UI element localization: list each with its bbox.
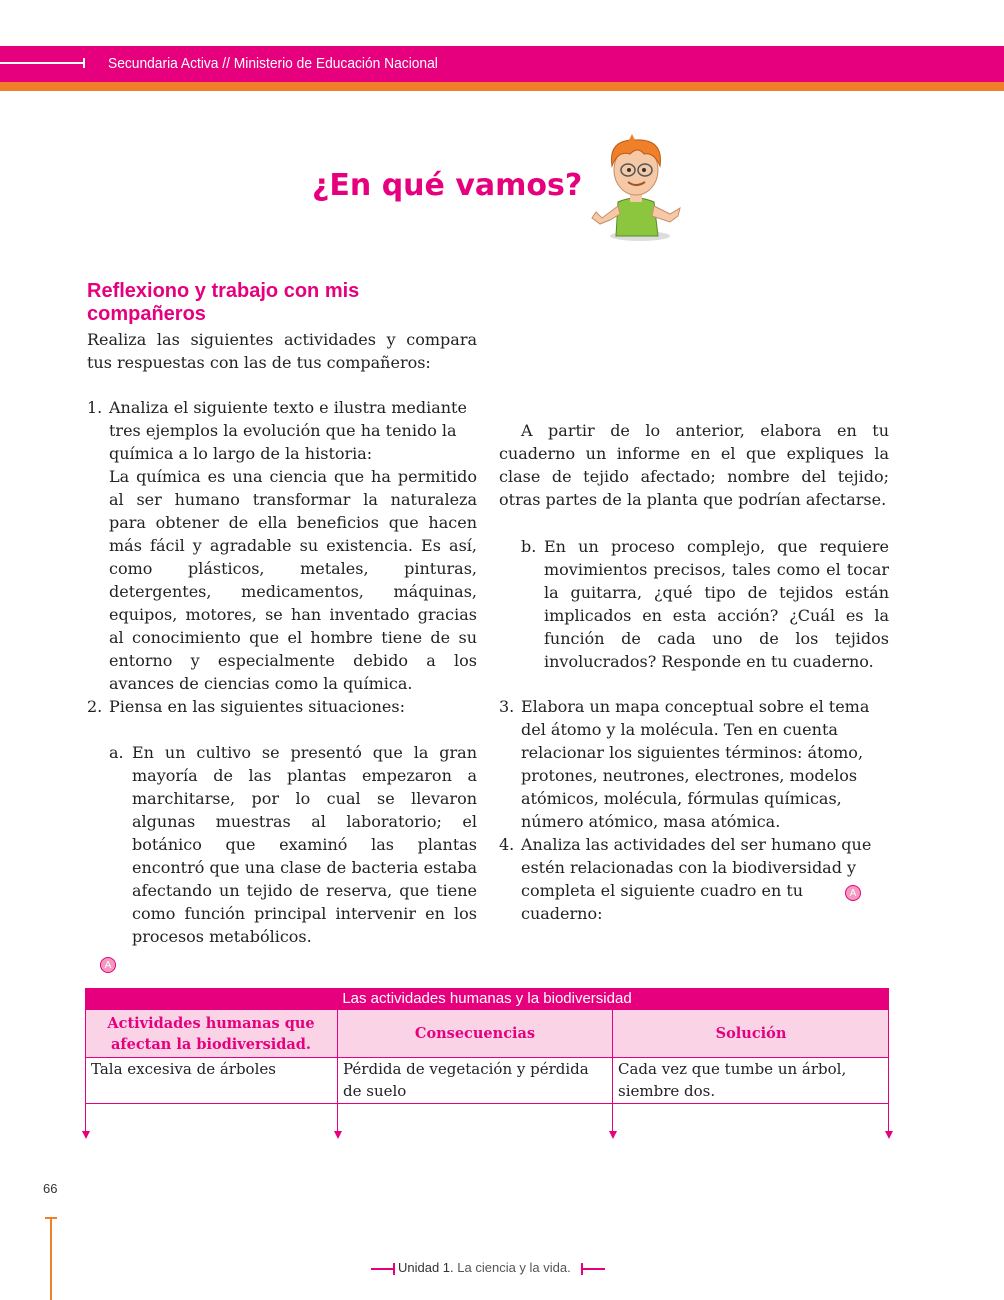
item-2a-followup: A partir de lo anterior, elabora en tu cuaderno un informe en el que expliques la clase de tejido afectado; nombre del tejido; otras partes de la planta que podrían afectarse. xyxy=(499,421,889,509)
table-divider-2 xyxy=(612,1010,613,1132)
table-cell-activity: Tala excesiva de árboles xyxy=(91,1060,276,1078)
table-header-rule xyxy=(85,1057,889,1058)
section-heading: Reflexiono y trabajo con mis compañeros xyxy=(87,280,360,325)
item-4-text: Analiza las actividades del ser humano que estén relacionadas con la biodiversidad y completa el siguiente cuadro en tu cuaderno: xyxy=(521,835,872,923)
table-row-rule xyxy=(85,1103,889,1104)
header-rule xyxy=(0,62,84,64)
item-2a-text: En un cultivo se presentó que la gran mayoría de las plantas empezaron a marchitarse, por lo cual se llevaron algunas muestras al laboratorio; el botánico que examinó las plantas encontró que una clase de bacteria estaba afectando un tejido de reserva, que tiene como función principal intervenir en los procesos metabólicos. xyxy=(132,743,477,946)
footer-unit-title: La ciencia y la vida. xyxy=(457,1260,571,1275)
page-title: ¿En qué vamos? xyxy=(312,168,583,203)
footer-unit-label xyxy=(398,1260,571,1275)
footer-rule-right-cap xyxy=(581,1263,583,1275)
item-3-number: 3. xyxy=(499,697,515,716)
table-cell-consequence: Pérdida de vegetación y pérdida de suelo xyxy=(343,1060,589,1100)
item-4-number: 4. xyxy=(499,835,515,854)
table-header-activities: Actividades humanas que afectan la biodiversidad. xyxy=(85,1010,337,1057)
table-border-left xyxy=(85,988,86,1132)
footer-rule-left-cap xyxy=(393,1263,395,1275)
table-title: Las actividades humanas y la biodiversidad xyxy=(85,988,889,1010)
item-2a-label: a. xyxy=(109,743,124,762)
intro-text: Realiza las siguientes actividades y compara tus respuestas con las de tus compañeros: xyxy=(87,330,477,372)
arrow-down-icon xyxy=(82,1131,90,1139)
item-3-text: Elabora un mapa conceptual sobre el tema del átomo y la molécula. Ten en cuenta relacionar los siguientes términos: átomo, protones, neutrones, electrones, modelos atómicos, molécula, fórmulas químicas, número atómico, masa atómica. xyxy=(521,697,870,831)
table-header-consequences: Consecuencias xyxy=(338,1010,612,1057)
table-divider-1 xyxy=(337,1010,338,1132)
header-rule-cap xyxy=(83,58,85,68)
item-2b-text: En un proceso complejo, que requiere movimientos precisos, tales como el tocar la guitarra, ¿qué tipo de tejidos están implicados en esta acción? ¿Cuál es la función de cada uno de los tejidos involucrados? Responde en tu cuaderno. xyxy=(544,537,889,671)
arrow-down-icon xyxy=(609,1131,617,1139)
table-header-solution: Solución xyxy=(613,1010,889,1057)
item-1-text: Analiza el siguiente texto e ilustra mediante tres ejemplos la evolución que ha tenido la química a lo largo de la historia: xyxy=(109,398,467,463)
item-1-number: 1. xyxy=(87,398,103,417)
table-marker-a: A xyxy=(100,957,116,973)
footer-vertical-rule xyxy=(50,1218,52,1300)
page-number: 66 xyxy=(43,1181,58,1196)
arrow-down-icon xyxy=(885,1131,893,1139)
item-2-text: Piensa en las siguientes situaciones: xyxy=(109,697,405,716)
table-cell-solution: Cada vez que tumbe un árbol, siembre dos. xyxy=(618,1060,847,1100)
item-2b-label: b. xyxy=(521,537,537,556)
item-1-quote: La química es una ciencia que ha permitido al ser humano transformar la naturaleza para obtener de ella beneficios que hacen más fácil y agradable su existencia. Es así, como plásticos, metales, pinturas, detergentes, medicamentos, máquinas, equipos, motores, se han inventado gracias al conocimiento que el hombre tiene de su entorno y especialmente debido a los avances de ciencias como la química. xyxy=(109,467,477,693)
reference-marker-a: A xyxy=(845,885,861,901)
item-2-number: 2. xyxy=(87,697,103,716)
header-text: Secundaria Activa // Ministerio de Educación Nacional xyxy=(108,55,438,72)
boy-character-illustration xyxy=(588,132,684,244)
header-orange-stripe xyxy=(0,82,1004,91)
footer-rule-right xyxy=(581,1268,605,1270)
footer-rule-left xyxy=(371,1268,395,1270)
footer-unit: Unidad 1. xyxy=(398,1260,454,1275)
table-border-right xyxy=(888,988,889,1132)
arrow-down-icon xyxy=(334,1131,342,1139)
